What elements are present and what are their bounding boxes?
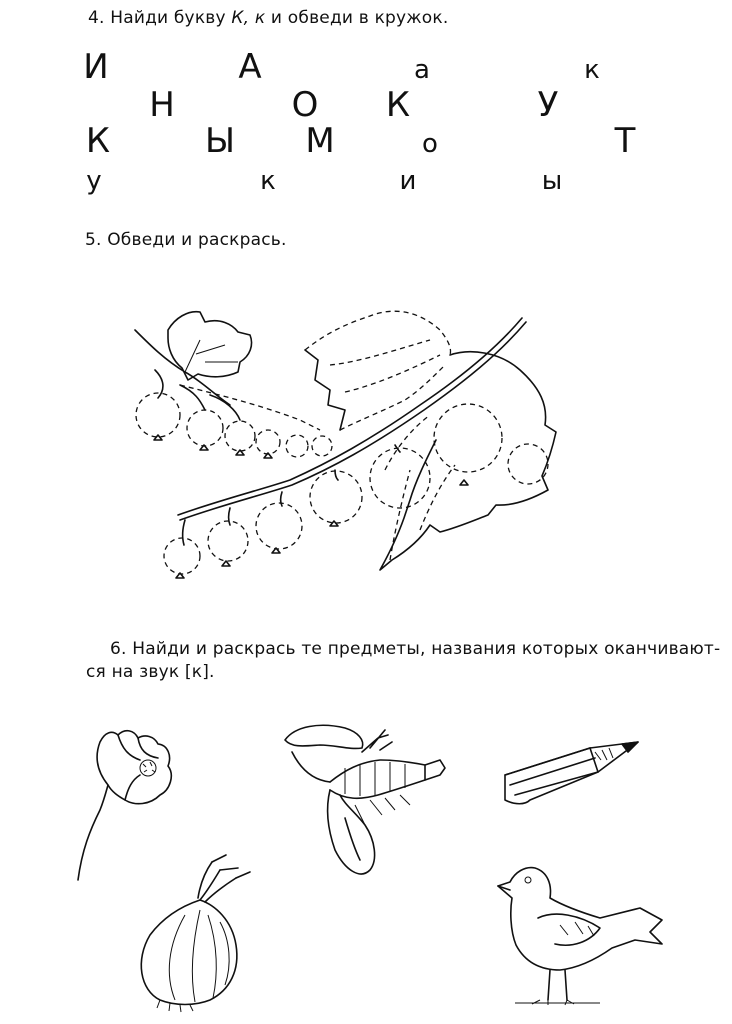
letter[interactable]: у (86, 166, 102, 196)
letter[interactable]: к (584, 55, 600, 85)
task-5-instruction: 5. Обведи и раскрась. (85, 230, 287, 250)
pencil-picture[interactable] (505, 742, 638, 804)
bird-picture[interactable] (498, 868, 662, 1005)
task-4-letter-emphasis: К, к (231, 8, 266, 28)
viburnum-branch-illustration[interactable] (135, 311, 556, 578)
letter[interactable]: М (305, 121, 335, 161)
letter[interactable]: ы (541, 166, 563, 196)
letter[interactable]: а (414, 55, 430, 85)
letter[interactable]: Т (614, 121, 636, 161)
flower-picture[interactable] (78, 731, 171, 880)
letter[interactable]: О (291, 85, 319, 125)
letter[interactable]: К (85, 121, 111, 161)
task-4-text-after: и обведи в кружок. (265, 8, 449, 28)
letter[interactable]: К (385, 85, 411, 125)
task-6-instruction (86, 638, 721, 684)
letter[interactable]: Ы (205, 121, 235, 161)
letter[interactable]: Н (149, 85, 175, 125)
letter[interactable]: и (399, 166, 417, 196)
letter[interactable]: У (537, 85, 559, 125)
letter[interactable]: к (260, 166, 276, 196)
task-6-line-2: ся на звук [к]. (86, 662, 215, 682)
task-6-line-1: 6. Найди и раскрась те предметы, названия которых оканчивают- (110, 639, 721, 659)
onion-picture[interactable] (141, 855, 250, 1012)
letter[interactable]: о (422, 129, 438, 159)
letter[interactable]: И (83, 47, 109, 87)
crayfish-picture[interactable] (285, 725, 445, 874)
task-4-text-before: 4. Найди букву (88, 8, 232, 28)
letter[interactable]: А (238, 47, 262, 87)
